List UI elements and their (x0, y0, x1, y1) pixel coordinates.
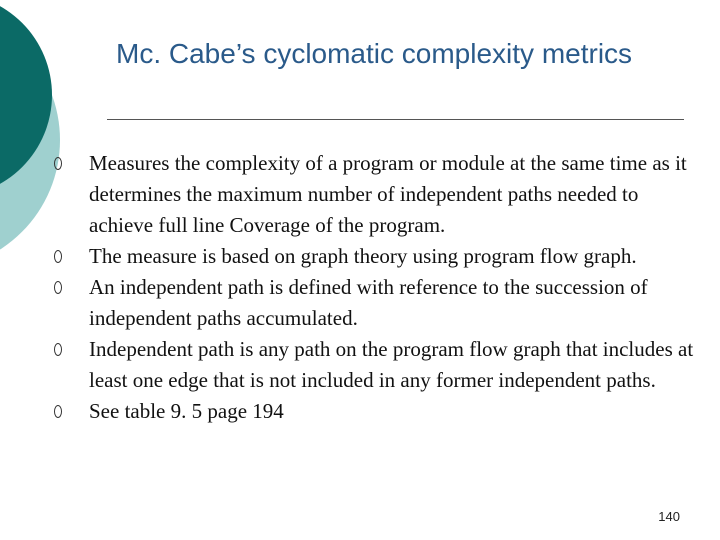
bullet-item (54, 272, 694, 334)
bullet-text: Independent path is any path on the program flow graph that includes at least one edge that is not included in any former independent paths. (89, 337, 694, 392)
bullet-list (54, 148, 694, 427)
bullet-item (54, 148, 694, 241)
bullet-item (54, 334, 694, 396)
bullet-text: See table 9. 5 page 194 (89, 399, 284, 423)
bullet-text: The measure is based on graph theory using program flow graph. (89, 244, 637, 268)
hollow-bullet-icon (54, 405, 62, 418)
hollow-bullet-icon (54, 250, 62, 263)
slide-title: Mc. Cabe’s cyclomatic complexity metrics (116, 38, 633, 69)
bullet-item (54, 241, 694, 272)
page-number: 140 (658, 509, 680, 524)
bullet-item (54, 396, 694, 427)
hollow-bullet-icon (54, 343, 62, 356)
hollow-bullet-icon (54, 157, 62, 170)
hollow-bullet-icon (54, 281, 62, 294)
decorative-circles (0, 0, 60, 300)
bullet-text: Measures the complexity of a program or module at the same time as it determines the maximum number of independent paths needed to achieve full line Coverage of the program. (89, 151, 687, 237)
bullet-text: An independent path is defined with reference to the succession of independent paths accumulated. (89, 275, 648, 330)
title-divider (107, 119, 684, 120)
